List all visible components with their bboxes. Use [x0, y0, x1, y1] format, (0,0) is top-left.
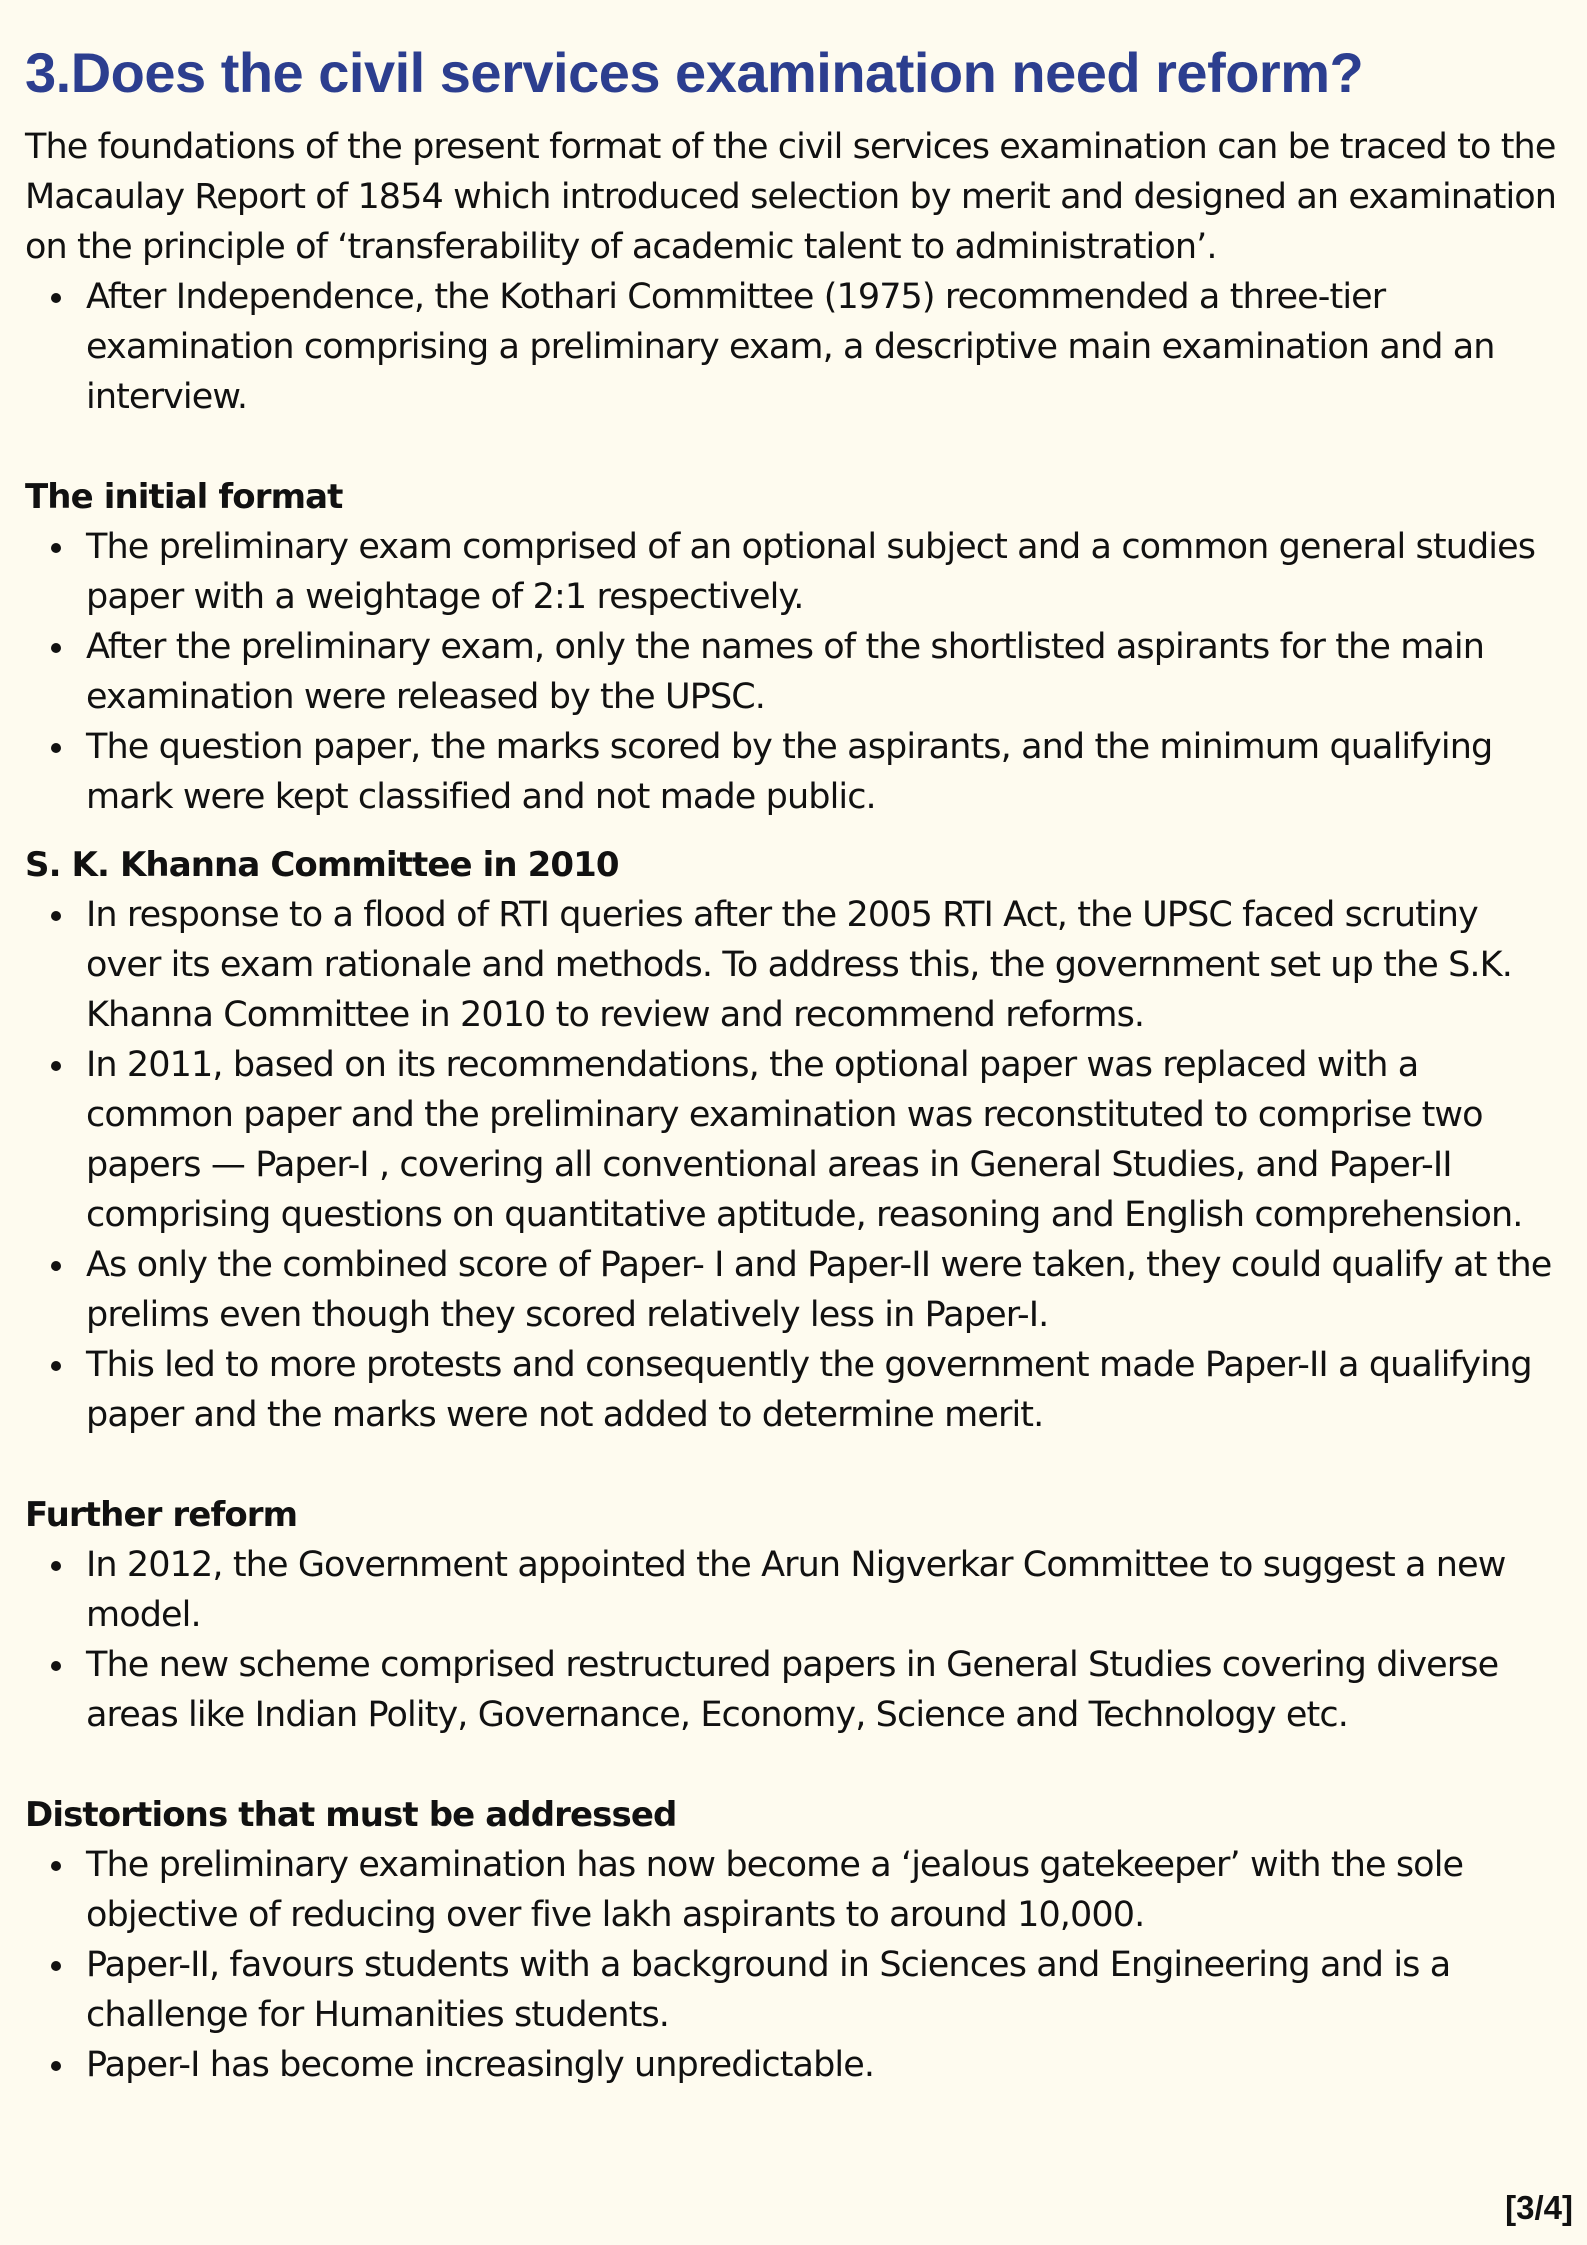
list-item: The preliminary examination has now become a ‘jealous gatekeeper’ with the sole objective of reducing over five lakh aspirants to around 10,000.	[86, 1840, 1560, 1940]
list-item: The preliminary exam comprised of an optional subject and a common general studies paper with a weightage of 2:1 respectively.	[86, 522, 1560, 622]
section-further-reform	[25, 1490, 1560, 1740]
list-item: Paper-I has become increasingly unpredictable.	[86, 2040, 1560, 2090]
section-heading: S. K. Khanna Committee in 2010	[25, 845, 619, 885]
page-title: 3.Does the civil services examination need reform?	[25, 41, 1364, 104]
list-item: The question paper, the marks scored by the aspirants, and the minimum qualifying mark were kept classified and not made public.	[86, 722, 1560, 822]
list-item: In 2012, the Government appointed the Arun Nigverkar Committee to suggest a new model.	[86, 1540, 1560, 1640]
section-heading: Further reform	[25, 1495, 298, 1535]
list-item: As only the combined score of Paper- I and Paper-II were taken, they could qualify at the prelims even though they scored relatively less in Paper-I.	[86, 1240, 1560, 1340]
list-item: The new scheme comprised restructured papers in General Studies covering diverse areas like Indian Polity, Governance, Economy, Science and Technology etc.	[86, 1640, 1560, 1740]
section-distortions	[25, 1790, 1560, 2090]
bullet-list	[25, 1840, 1560, 2090]
document-page	[25, 38, 1560, 2090]
bullet-list	[25, 890, 1560, 1440]
list-item: This led to more protests and consequently the government made Paper-II a qualifying paper and the marks were not added to determine merit.	[86, 1340, 1560, 1440]
section-heading: The initial format	[25, 477, 343, 517]
bullet-list	[25, 1540, 1560, 1740]
intro-bullet-list	[25, 272, 1560, 422]
page-number: [3/4]	[1505, 2189, 1573, 2226]
bullet-list	[25, 522, 1560, 822]
intro-bullet: After Independence, the Kothari Committee (1975) recommended a three-tier examination comprising a preliminary exam, a descriptive main examination and an interview.	[86, 272, 1560, 422]
list-item: After the preliminary exam, only the names of the shortlisted aspirants for the main examination were released by the UPSC.	[86, 622, 1560, 722]
section-initial-format	[25, 472, 1560, 822]
list-item: In response to a flood of RTI queries after the 2005 RTI Act, the UPSC faced scrutiny over its exam rationale and methods. To address this, the government set up the S.K. Khanna Committee in 2010 to review and recommend reforms.	[86, 890, 1560, 1040]
list-item: In 2011, based on its recommendations, the optional paper was replaced with a common paper and the preliminary examination was reconstituted to comprise two papers — Paper-I , covering all conventional areas in General Studies, and Paper-II comprising questions on quantitative aptitude, reasoning and English comprehension.	[86, 1040, 1560, 1240]
section-khanna-committee	[25, 840, 1560, 1440]
section-heading: Distortions that must be addressed	[25, 1795, 677, 1835]
list-item: Paper-II, favours students with a background in Sciences and Engineering and is a challenge for Humanities students.	[86, 1940, 1560, 2040]
intro-paragraph: The foundations of the present format of the civil services examination can be traced to the Macaulay Report of 1854 which introduced selection by merit and designed an examination on the principle of ‘transferability of academic talent to administration’.	[25, 127, 1557, 267]
